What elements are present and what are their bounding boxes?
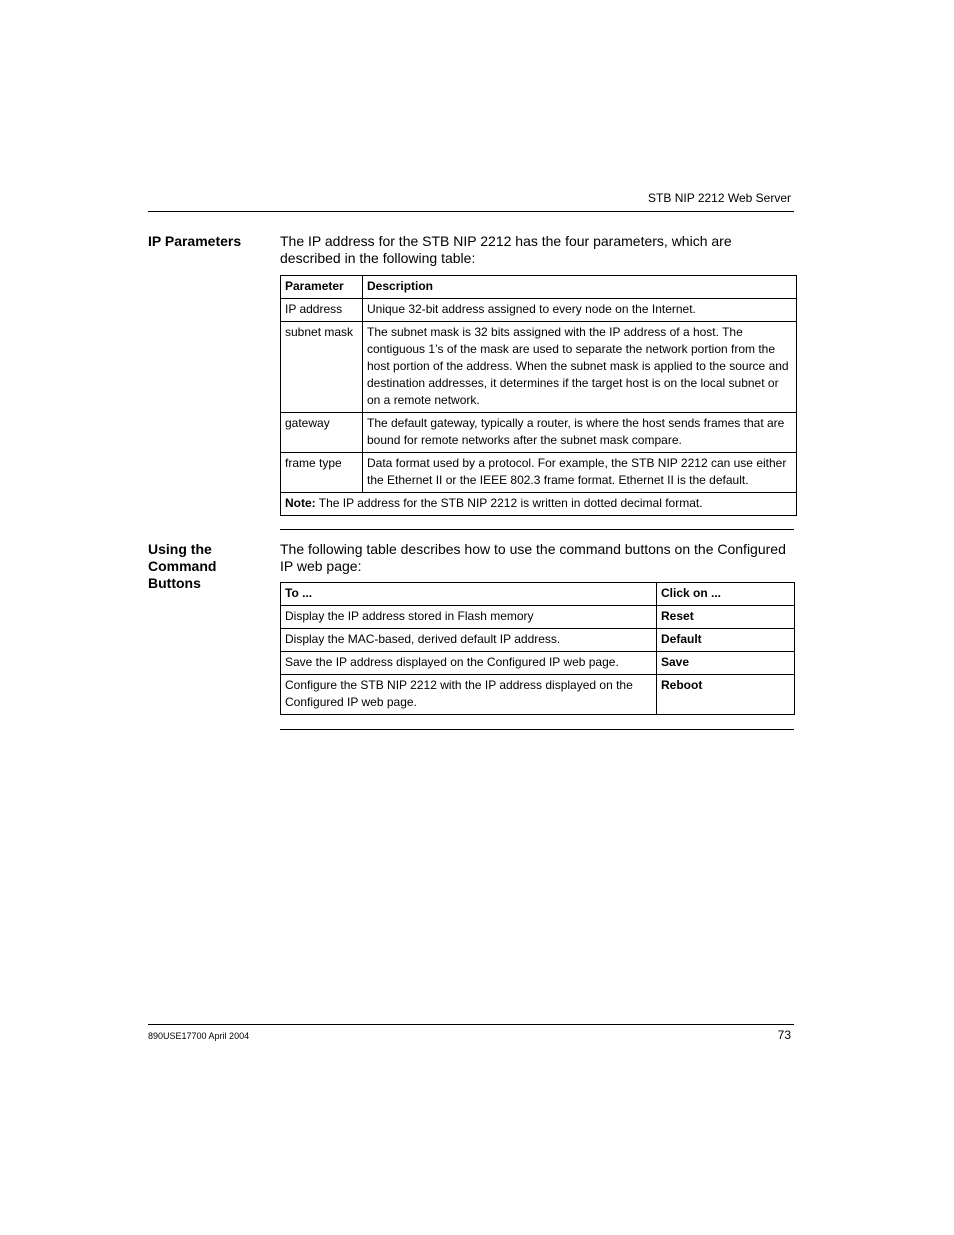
ip-parameters-table: [280, 275, 797, 516]
description-cell: The subnet mask is 32 bits assigned with the IP address of a host. The contiguous 1’s of the mask are used to separate the network portion from the host portion of the address. When the subnet mask is applied to the source and destination addresses, it determines if the target host is on the local subnet or on a remote network.: [363, 322, 797, 413]
parameter-cell: subnet mask: [281, 322, 363, 413]
parameter-cell: gateway: [281, 413, 363, 453]
table-row: [281, 299, 797, 322]
footer-rule: [148, 1024, 794, 1025]
note-row: [281, 493, 797, 516]
table-row: [281, 413, 797, 453]
column-header: Parameter: [281, 276, 363, 299]
section-divider: [280, 729, 794, 730]
note-text: The IP address for the STB NIP 2212 is written in dotted decimal format.: [315, 496, 703, 510]
column-header: To ...: [281, 583, 657, 606]
description-cell: Unique 32-bit address assigned to every node on the Internet.: [363, 299, 797, 322]
table-header-row: [281, 583, 795, 606]
page-number: 73: [777, 1028, 791, 1042]
column-header: Description: [363, 276, 797, 299]
table-row: [281, 322, 797, 413]
table-row: [281, 606, 795, 629]
note-label: Note:: [285, 496, 316, 510]
table-row: [281, 629, 795, 652]
button-name-cell: Save: [657, 652, 795, 675]
command-buttons-intro: The following table describes how to use the command buttons on the Configured IP web page:: [280, 541, 786, 574]
action-cell: Display the MAC-based, derived default IP address.: [281, 629, 657, 652]
table-row: [281, 652, 795, 675]
action-cell: Display the IP address stored in Flash memory: [281, 606, 657, 629]
footer-doc-id: 890USE17700 April 2004: [148, 1031, 250, 1041]
button-name-cell: Reboot: [657, 675, 795, 715]
section-divider: [280, 529, 794, 530]
ip-parameters-heading: IP Parameters: [148, 233, 242, 249]
table-header-row: [281, 276, 797, 299]
parameter-cell: IP address: [281, 299, 363, 322]
parameter-cell: frame type: [281, 453, 363, 493]
description-cell: Data format used by a protocol. For example, the STB NIP 2212 can use either the Ethernet II or the IEEE 802.3 frame format. Ethernet II is the default.: [363, 453, 797, 493]
page-header: STB NIP 2212 Web Server: [648, 191, 791, 205]
ip-parameters-intro: The IP address for the STB NIP 2212 has the four parameters, which are described in the following table:: [280, 233, 732, 266]
header-rule: [148, 211, 794, 212]
table-row: [281, 675, 795, 715]
command-buttons-heading: Using the Command Buttons: [148, 541, 217, 591]
table-row: [281, 453, 797, 493]
button-name-cell: Default: [657, 629, 795, 652]
action-cell: Configure the STB NIP 2212 with the IP address displayed on the Configured IP web page.: [281, 675, 657, 715]
note-cell: [281, 493, 797, 516]
column-header: Click on ...: [657, 583, 795, 606]
description-cell: The default gateway, typically a router, is where the host sends frames that are bound for remote networks after the subnet mask compare.: [363, 413, 797, 453]
action-cell: Save the IP address displayed on the Configured IP web page.: [281, 652, 657, 675]
command-buttons-table: [280, 582, 795, 715]
button-name-cell: Reset: [657, 606, 795, 629]
